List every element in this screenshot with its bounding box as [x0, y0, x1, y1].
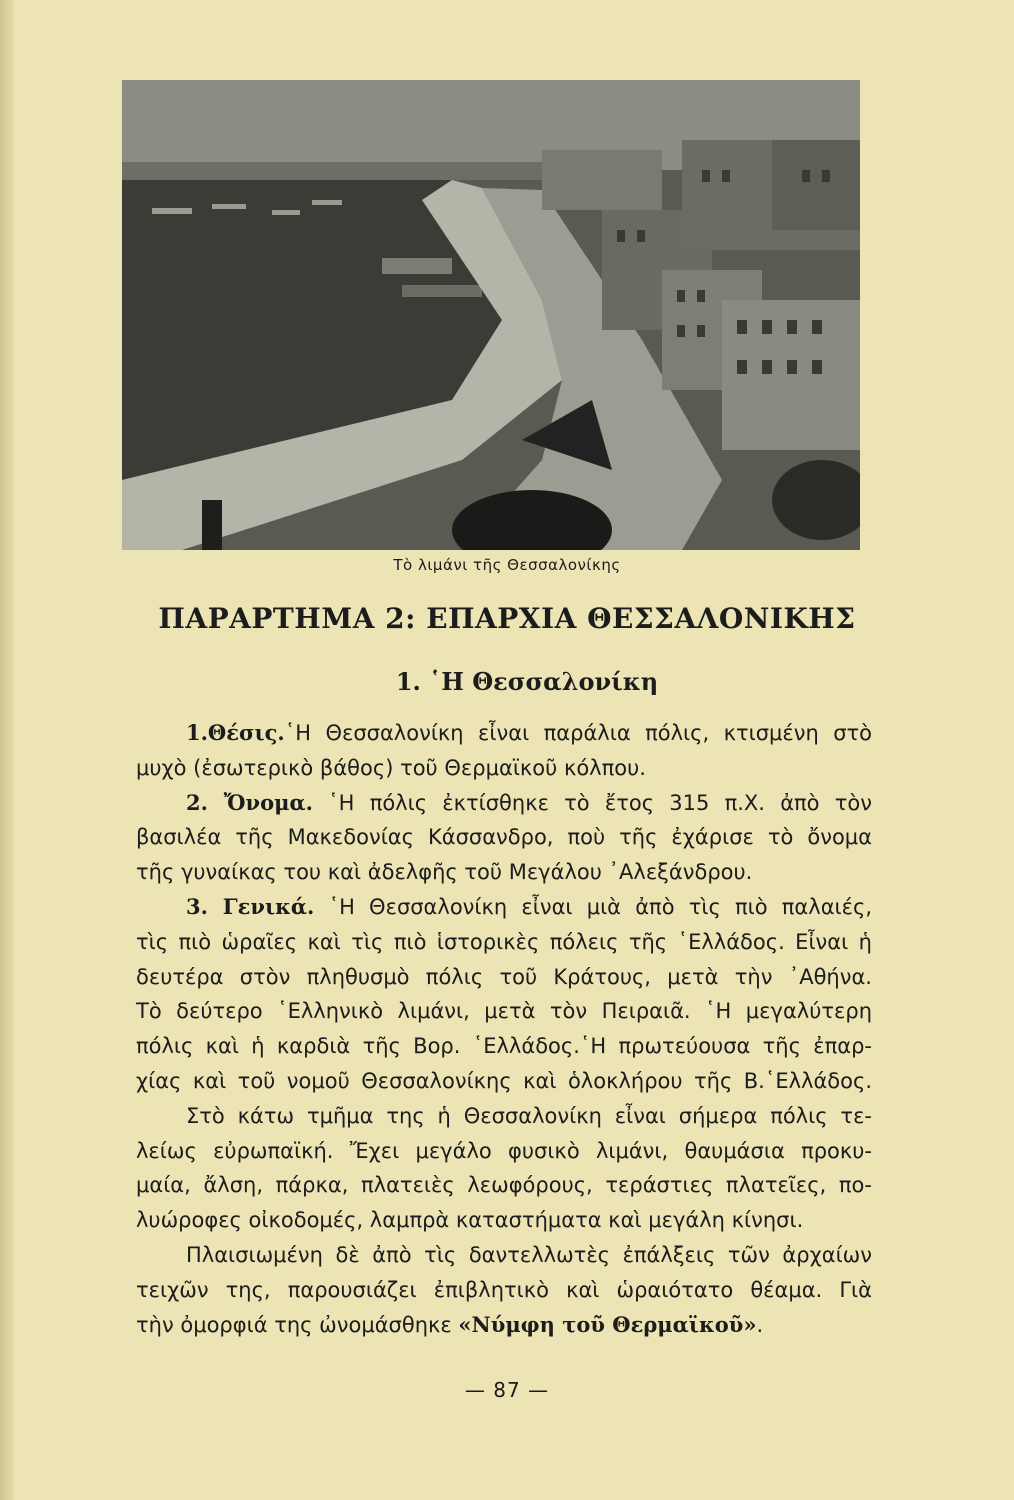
page-edge: [0, 0, 14, 1500]
text-line: λείως εὐρωπαϊκή. Ἔχει μεγάλο φυσικὸ λιμάνι, θαυμάσια προκυ-: [136, 1138, 872, 1163]
bold-phrase: «Νύμφη τοῦ Θερμαϊκοῦ»: [458, 1311, 757, 1337]
body-text: [136, 716, 872, 1342]
paragraph-heading: 3. Γενικά.: [186, 893, 315, 919]
appendix-title: ΠΑΡΑΡΤΗΜΑ 2: ΕΠΑΡΧΙΑ ΘΕΣΣΑΛΟΝΙΚΗΣ: [158, 602, 856, 635]
text-line: Πλαισιωμένη δὲ ἀπὸ τὶς δαντελλωτὲς ἐπάλξεις τῶν ἀρχαίων: [186, 1242, 872, 1267]
text-line: μαία, ἄλση, πάρκα, πλατειὲς λεωφόρους, τεράστιες πλατεῖες, πο-: [136, 1173, 872, 1198]
text-line: Στὸ κάτω τμῆμα της ἡ Θεσσαλονίκη εἶναι σήμερα πόλις τε-: [186, 1103, 872, 1128]
text-line: τῆς γυναίκας του καὶ ἀδελφῆς τοῦ Μεγάλου ᾿Αλεξάνδρου.: [136, 860, 753, 885]
text-line: βασιλέα τῆς Μακεδονίας Κάσσανδρο, ποὺ τῆς ἐχάρισε τὸ ὄνομα: [136, 825, 872, 850]
paragraph-heading: 1.Θέσις.: [186, 720, 285, 745]
text-line: τειχῶν της, παρουσιάζει ἐπιβλητικὸ καὶ ὡραιότατο θέαμα. Γιὰ: [136, 1277, 872, 1302]
text-line: μυχὸ (ἐσωτερικὸ βάθος) τοῦ Θερμαϊκοῦ κόλπου.: [136, 755, 646, 780]
text-line: 3. Γενικά. ῾Η Θεσσαλονίκη εἶναι μιὰ ἀπὸ τὶς πιὸ παλαιές,: [186, 893, 872, 919]
section-title: 1. ῾Η Θεσσαλονίκη: [395, 667, 659, 696]
text-line: λυώροφες οἰκοδομές, λαμπρὰ καταστήματα καὶ μεγάλη κίνησι.: [136, 1208, 804, 1233]
text-line: Τὸ δεύτερο ῾Ελληνικὸ λιμάνι, μετὰ τὸν Πειραιᾶ. ῾Η μεγαλύτερη: [136, 999, 872, 1024]
text-line: δευτέρα στὸν πληθυσμὸ πόλις τοῦ Κράτους, μετὰ τὴν ᾿Αθήνα.: [136, 964, 872, 989]
page-number: — 87 —: [464, 1378, 550, 1402]
text-line: χίας καὶ τοῦ νομοῦ Θεσσαλονίκης καὶ ὁλοκλήρου τῆς Β.῾Ελλάδος.: [136, 1068, 872, 1093]
text-line: 2. Ὄνομα. ῾Η πόλις ἐκτίσθηκε τὸ ἔτος 315 π.Χ. ἀπὸ τὸν: [186, 789, 872, 815]
text-line: 1.Θέσις.῾Η Θεσσαλονίκη εἶναι παράλια πόλις, κτισμένη στὸ: [186, 720, 872, 745]
text-line: τὶς πιὸ ὡραῖες καὶ τὶς πιὸ ἱστορικὲς πόλεις τῆς ῾Ελλάδος. Εἶναι ἡ: [136, 929, 872, 954]
photo-caption: Τὸ λιμάνι τῆς Θεσσαλονίκης: [393, 556, 621, 574]
paragraph-heading: 2. Ὄνομα.: [186, 789, 313, 815]
text-line: τὴν ὀμορφιά της ὠνομάσθηκε «Νύμφη τοῦ Θερμαϊκοῦ».: [136, 1311, 764, 1337]
harbor-photo: [122, 80, 860, 550]
text-line: πόλις καὶ ἡ καρδιὰ τῆς Βορ. ῾Ελλάδος.῾Η πρωτεύουσα τῆς ἐπαρ-: [136, 1034, 872, 1059]
